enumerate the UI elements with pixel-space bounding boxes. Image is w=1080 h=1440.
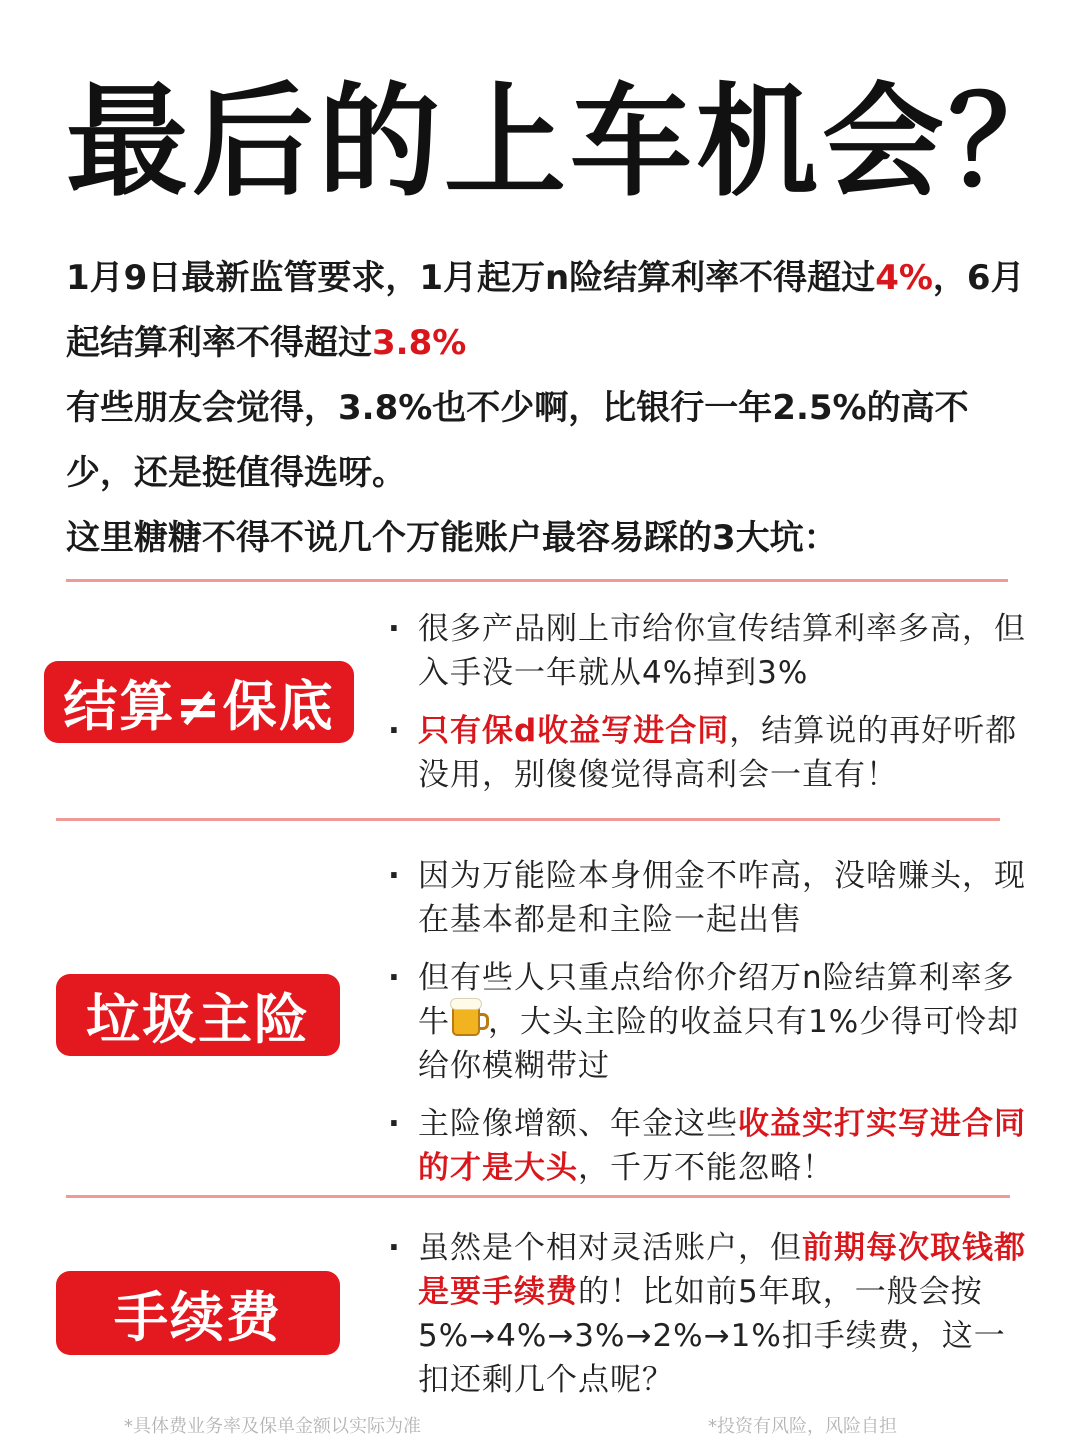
section-1-bullets — [388, 607, 1028, 797]
intro-paragraph-1: 1月9日最新监管要求，1月起万n险结算利率不得超过4%，6月起结算利率不得超过3.8% — [66, 258, 1025, 363]
section-3-bullets — [388, 1226, 1028, 1402]
intro-paragraph-3: 这里糖糖不得不说几个万能账户最容易踩的3大坑： — [66, 518, 838, 558]
bullet-dot: · — [388, 611, 401, 647]
highlight-text: 前期每次取钱都是要手续费 — [418, 1230, 1026, 1310]
footnote-right: *投资有风险，风险自担 — [708, 1416, 897, 1437]
footnote-left: *具体费业务率及保单金额以实际为准 — [124, 1416, 421, 1437]
bullet-item: · 虽然是个相对灵活账户，但前期每次取钱都是要手续费的！比如前5年取，一般会按5%→4%→3%→2%→1%扣手续费，这一扣还剩几个点呢？ — [388, 1226, 1028, 1402]
page-title: 最后的上车机会？ — [66, 71, 1074, 213]
bullet-dot: · — [388, 713, 401, 749]
bullet-dot: · — [388, 1230, 401, 1266]
badge-junk-main-insurance: 垃圾主险 — [56, 974, 340, 1056]
badge-handling-fee: 手续费 — [56, 1271, 340, 1355]
bullet-item: · 只有保d收益写进合同，结算说的再好听都没用，别傻傻觉得高利会一直有！ — [388, 709, 1028, 797]
bullet-item: · 但有些人只重点给你介绍万n险结算利率多牛 ，大头主险的收益只有1%少得可怜却给你模糊带过 — [388, 956, 1028, 1088]
rate-4-percent: 4% — [875, 258, 933, 298]
intro-paragraph-2: 有些朋友会觉得，3.8%也不少啊，比银行一年2.5%的高不少，还是挺值得选呀。 — [66, 388, 969, 493]
bullet-dot: · — [388, 960, 401, 996]
beer-mug-icon — [452, 1004, 480, 1036]
divider-2 — [56, 818, 1000, 821]
badge-settlement-not-guaranteed: 结算≠保底 — [44, 661, 354, 743]
bullet-dot: · — [388, 858, 401, 894]
section-2-bullets — [388, 854, 1028, 1190]
rate-3-8-percent: 3.8% — [372, 323, 467, 363]
bullet-dot: · — [388, 1106, 401, 1142]
bullet-item: · 很多产品刚上市给你宣传结算利率多高，但入手没一年就从4%掉到3% — [388, 607, 1028, 695]
intro-text — [66, 246, 1026, 571]
highlight-text: 只有保d收益写进合同 — [418, 713, 730, 749]
highlight-text: 收益实打实写进合同的才是大头 — [418, 1106, 1026, 1186]
bullet-item: · 主险像增额、年金这些收益实打实写进合同的才是大头，千万不能忽略！ — [388, 1102, 1028, 1190]
divider-3 — [66, 1195, 1010, 1198]
bullet-item: · 因为万能险本身佣金不咋高，没啥赚头，现在基本都是和主险一起出售 — [388, 854, 1028, 942]
divider-1 — [66, 579, 1008, 582]
